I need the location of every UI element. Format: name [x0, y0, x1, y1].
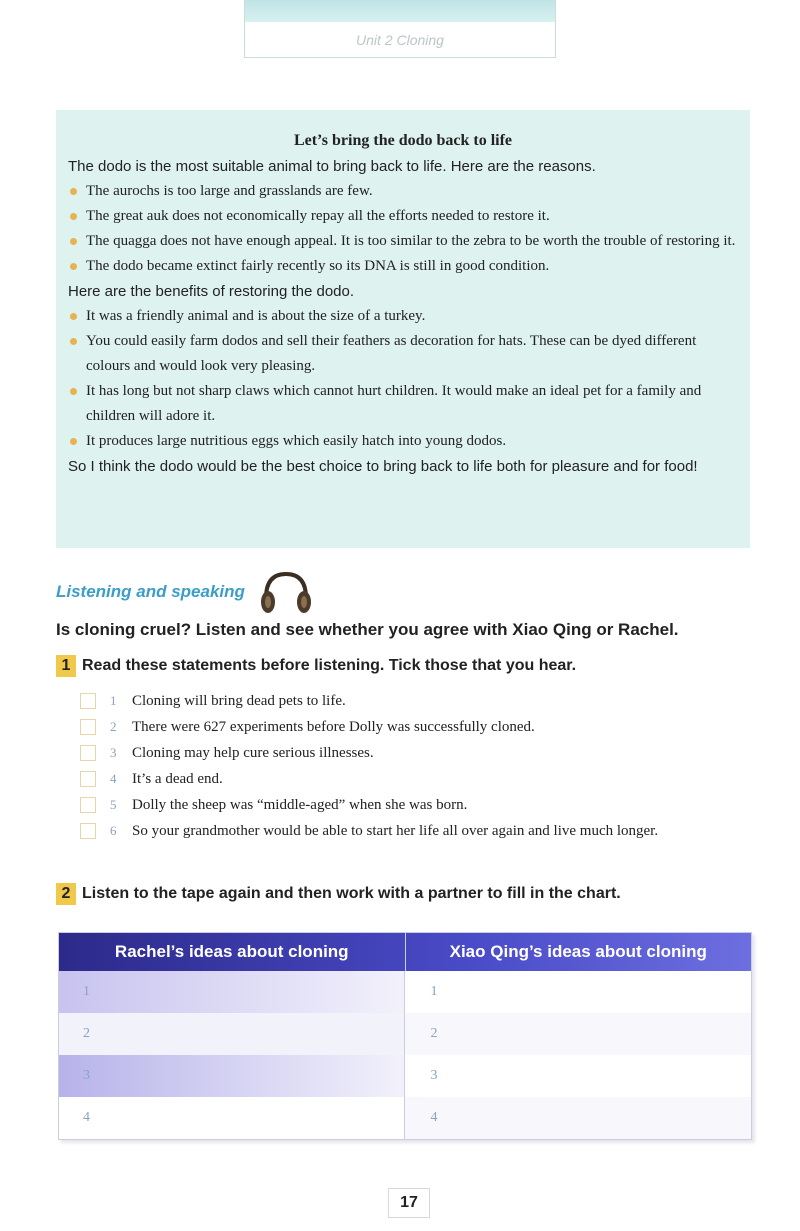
bullet-icon — [70, 388, 77, 395]
page-number: 17 — [388, 1188, 430, 1218]
reason-item: The quagga does not have enough appeal. It is too similar to the zebra to be worth the trouble of restoring it. — [68, 229, 738, 254]
task-number-badge: 2 — [56, 883, 76, 905]
reason-item: The aurochs is too large and grasslands are few. — [68, 179, 738, 204]
statement-item: 4 It’s a dead end. — [80, 766, 658, 792]
reading-title: Let’s bring the dodo back to life — [293, 132, 513, 149]
headphones-icon — [256, 568, 316, 618]
tick-checkbox[interactable] — [80, 719, 96, 735]
benefit-item: You could easily farm dodos and sell their feathers as decoration for hats. These can be dyed different colours and would look very pleasing. — [68, 329, 738, 379]
unit-header — [244, 0, 556, 58]
task-1-instruction: 1 Read these statements before listening. Tick those that you hear. — [56, 655, 576, 677]
reading-intro: The dodo is the most suitable animal to bring back to life. Here are the reasons. — [68, 158, 596, 175]
column-header: Rachel’s ideas about cloning — [114, 942, 349, 961]
task-2-instruction: 2 Listen to the tape again and then work with a partner to fill in the chart. — [56, 883, 621, 905]
reason-item: The great auk does not economically repay all the efforts needed to restore it. — [68, 204, 738, 229]
statement-item: 5 Dolly the sheep was “middle-aged” when she was born. — [80, 792, 658, 818]
benefit-item: It was a friendly animal and is about the size of a turkey. — [68, 304, 738, 329]
reading-passage — [56, 110, 750, 548]
chart-cell[interactable]: 4 — [83, 1110, 90, 1125]
chart-cell[interactable]: 1 — [59, 971, 404, 1013]
ideas-chart — [58, 932, 752, 1140]
table-row — [59, 971, 751, 1013]
discussion-question: Is cloning cruel? Listen and see whether you agree with Xiao Qing or Rachel. — [56, 620, 679, 639]
bullet-icon — [70, 213, 77, 220]
benefit-item: It has long but not sharp claws which cannot hurt children. It would make an ideal pet for a family and children will adore it. — [68, 379, 738, 429]
tick-checkbox[interactable] — [80, 745, 96, 761]
chart-cell[interactable]: 3 — [59, 1055, 404, 1097]
task-number-badge: 1 — [56, 655, 76, 677]
unit-title: Unit 2 Cloning — [356, 32, 444, 48]
chart-cell[interactable]: 2 — [404, 1013, 752, 1055]
column-header: Xiao Qing’s ideas about cloning — [405, 933, 752, 971]
tick-checkbox[interactable] — [80, 823, 96, 839]
chart-cell[interactable]: 3 — [404, 1055, 752, 1097]
bullet-icon — [70, 338, 77, 345]
chart-cell[interactable]: 4 — [404, 1097, 752, 1139]
statement-list — [80, 688, 658, 844]
chart-header-row — [59, 933, 751, 971]
statement-item: 6 So your grandmother would be able to start her life all over again and live much longer. — [80, 818, 658, 844]
table-row — [59, 1097, 751, 1139]
reading-conclusion: So I think the dodo would be the best choice to bring back to life both for pleasure and for food! — [68, 458, 698, 475]
section-heading: Listening and speaking — [56, 582, 245, 601]
tick-checkbox[interactable] — [80, 693, 96, 709]
header-banner — [245, 0, 555, 22]
statement-item: 2 There were 627 experiments before Dolly was successfully cloned. — [80, 714, 658, 740]
benefit-item: It produces large nutritious eggs which easily hatch into young dodos. — [68, 429, 738, 454]
chart-cell[interactable]: 1 — [404, 971, 752, 1013]
benefits-intro: Here are the benefits of restoring the dodo. — [68, 283, 355, 300]
bullet-icon — [70, 238, 77, 245]
statement-item: 1 Cloning will bring dead pets to life. — [80, 688, 658, 714]
tick-checkbox[interactable] — [80, 771, 96, 787]
reason-item: The dodo became extinct fairly recently so its DNA is still in good condition. — [68, 254, 738, 279]
bullet-icon — [70, 438, 77, 445]
bullet-icon — [70, 188, 77, 195]
chart-cell[interactable]: 2 — [59, 1013, 404, 1055]
tick-checkbox[interactable] — [80, 797, 96, 813]
bullet-icon — [70, 313, 77, 320]
bullet-icon — [70, 263, 77, 270]
statement-item: 3 Cloning may help cure serious illnesses. — [80, 740, 658, 766]
table-row — [59, 1055, 751, 1097]
table-row — [59, 1013, 751, 1055]
